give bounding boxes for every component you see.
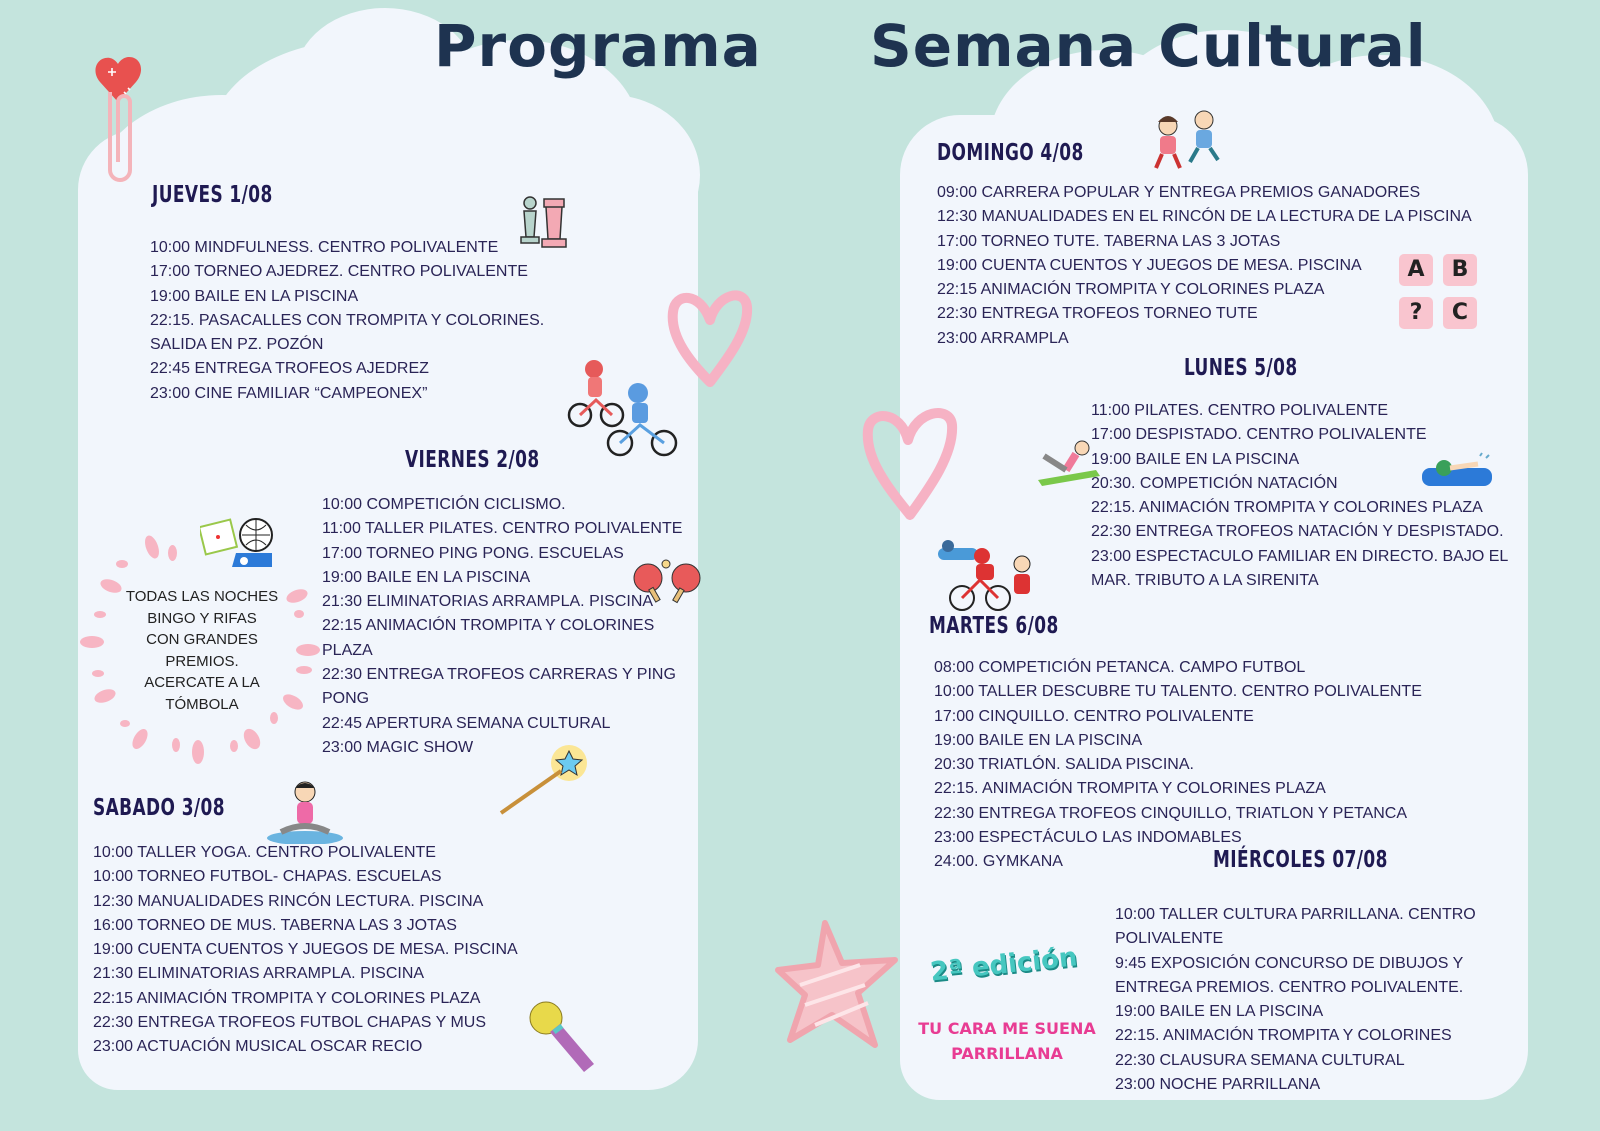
day-heading-martes: MARTES 6/08 <box>929 613 1059 639</box>
schedule-item: 21:30 ELIMINATORIAS ARRAMPLA. PISCINA <box>322 593 654 611</box>
schedule-item: 22:30 ENTREGA TROFEOS FUTBOL CHAPAS Y MUS <box>93 1014 486 1032</box>
schedule-item: 10:00 COMPETICIÓN CICLISMO. <box>322 496 566 513</box>
running-kids-icon <box>1148 108 1230 174</box>
schedule-item: 23:00 ESPECTÁCULO LAS INDOMABLES <box>934 829 1242 847</box>
schedule-item: 12:30 MANUALIDADES EN EL RINCÓN DE LA LECTURA DE LA PISCINA <box>937 208 1472 226</box>
schedule-item: POLIVALENTE <box>1115 930 1224 948</box>
schedule-item: MAR. TRIBUTO A LA SIRENITA <box>1091 572 1319 590</box>
schedule-item: PONG <box>322 690 370 708</box>
schedule-item: 17:00 CINQUILLO. CENTRO POLIVALENTE <box>934 707 1254 725</box>
schedule-item: 11:00 PILATES. CENTRO POLIVALENTE <box>1091 402 1388 419</box>
schedule-item: 22:30 ENTREGA TROFEOS NATACIÓN Y DESPISTADO. <box>1091 523 1504 541</box>
day-heading-jueves: JUEVES 1/08 <box>152 182 273 208</box>
schedule-list-lunes <box>1091 399 1508 593</box>
schedule-item: 21:30 ELIMINATORIAS ARRAMPLA. PISCINA <box>93 965 425 983</box>
schedule-item: 22:45 ENTREGA TROFEOS AJEDREZ <box>150 360 429 378</box>
schedule-item: 19:00 CUENTA CUENTOS Y JUEGOS DE MESA. PISCINA <box>93 941 518 959</box>
schedule-list-martes <box>934 656 1422 875</box>
title-semana-cultural: Semana Cultural <box>870 12 1427 80</box>
schedule-list-viernes <box>322 493 682 760</box>
cyclists-icon <box>566 355 686 465</box>
bingo-notice <box>112 586 292 715</box>
schedule-item: 17:00 TORNEO PING PONG. ESCUELAS <box>322 544 624 562</box>
schedule-list-sabado <box>93 841 518 1060</box>
schedule-item: 23:00 MAGIC SHOW <box>322 738 474 756</box>
schedule-item: ENTREGA PREMIOS. CENTRO POLIVALENTE. <box>1115 978 1464 996</box>
bingo-line: ACERCATE A LA <box>144 674 260 691</box>
abc-tile: B <box>1443 254 1477 286</box>
schedule-item: 23:00 ACTUACIÓN MUSICAL OSCAR RECIO <box>93 1038 423 1056</box>
schedule-item: 09:00 CARRERA POPULAR Y ENTREGA PREMIOS GANADORES <box>937 184 1421 201</box>
schedule-item: 22:45 APERTURA SEMANA CULTURAL <box>322 714 611 732</box>
bingo-line: TODAS LAS NOCHES <box>125 588 279 605</box>
abc-tile: ? <box>1399 297 1433 329</box>
schedule-item: 17:00 TORNEO TUTE. TABERNA LAS 3 JOTAS <box>937 232 1281 250</box>
heart-paperclip-icon <box>90 52 146 186</box>
schedule-item: 10:00 TALLER YOGA. CENTRO POLIVALENTE <box>93 844 436 861</box>
schedule-item: 23:00 ESPECTACULO FAMILIAR EN DIRECTO. BAJO EL <box>1091 547 1509 565</box>
schedule-item: 19:00 CUENTA CUENTOS Y JUEGOS DE MESA. PISCINA <box>937 256 1362 274</box>
schedule-item: 22:15 ANIMACIÓN TROMPITA Y COLORINES PLAZA <box>93 989 481 1007</box>
day-heading-miercoles: MIÉRCOLES 07/08 <box>1213 847 1388 873</box>
schedule-item: 16:00 TORNEO DE MUS. TABERNA LAS 3 JOTAS <box>93 916 457 934</box>
bingo-line: BINGO Y RIFAS <box>147 609 257 627</box>
day-heading-sabado: SABADO 3/08 <box>93 795 225 821</box>
promo-line2: PARRILLANA <box>951 1044 1063 1063</box>
schedule-item: 22:30 CLAUSURA SEMANA CULTURAL <box>1115 1051 1405 1069</box>
schedule-item: 24:00. GYMKANA <box>934 853 1063 871</box>
schedule-item: 22:30 ENTREGA TROFEOS TORNEO TUTE <box>937 305 1258 323</box>
schedule-list-domingo <box>937 181 1472 351</box>
schedule-item: 22:30 ENTREGA TROFEOS CINQUILLO, TRIATLON Y PETANCA <box>934 804 1408 822</box>
magic-wand-icon <box>495 745 595 820</box>
day-heading-lunes: LUNES 5/08 <box>1184 355 1298 381</box>
microphone-icon <box>528 1000 598 1076</box>
promo-line1: TU CARA ME SUENA <box>918 1019 1096 1038</box>
schedule-item: 10:00 TALLER CULTURA PARRILLANA. CENTRO <box>1115 906 1476 923</box>
schedule-item: 20:30 TRIATLÓN. SALIDA PISCINA. <box>934 756 1194 774</box>
schedule-item: 22:15. PASACALLES CON TROMPITA Y COLORINES. <box>150 311 545 329</box>
schedule-list-miercoles <box>1115 903 1476 1097</box>
abc-tile: C <box>1443 297 1477 329</box>
day-heading-domingo: DOMINGO 4/08 <box>937 140 1084 166</box>
schedule-item: 08:00 COMPETICIÓN PETANCA. CAMPO FUTBOL <box>934 659 1306 676</box>
bingo-line: TÓMBOLA <box>165 695 239 713</box>
schedule-item: 22:30 ENTREGA TROFEOS CARRERAS Y PING <box>322 666 676 684</box>
heart-outline-icon <box>860 400 960 520</box>
schedule-list-jueves <box>150 236 544 406</box>
schedule-item: 19:00 BAILE EN LA PISCINA <box>322 568 531 586</box>
schedule-item: 19:00 BAILE EN LA PISCINA <box>1091 450 1300 468</box>
schedule-item: 22:15. ANIMACIÓN TROMPITA Y COLORINES <box>1115 1027 1452 1045</box>
schedule-item: 22:15. ANIMACIÓN TROMPITA Y COLORINES PLAZA <box>934 780 1326 798</box>
schedule-item: 19:00 BAILE EN LA PISCINA <box>934 731 1143 749</box>
schedule-item: 10:00 TALLER DESCUBRE TU TALENTO. CENTRO POLIVALENTE <box>934 683 1422 701</box>
abc-tile: A <box>1399 254 1433 286</box>
bingo-icon <box>200 517 280 577</box>
promo-title <box>912 1016 1102 1066</box>
star-icon <box>770 915 905 1055</box>
day-heading-viernes: VIERNES 2/08 <box>405 447 540 473</box>
yoga-icon <box>265 780 345 844</box>
schedule-item: 19:00 BAILE EN LA PISCINA <box>1115 1003 1324 1021</box>
schedule-item: 10:00 MINDFULNESS. CENTRO POLIVALENTE <box>150 239 499 256</box>
schedule-item: 17:00 DESPISTADO. CENTRO POLIVALENTE <box>1091 426 1427 444</box>
schedule-item: 20:30. COMPETICIÓN NATACIÓN <box>1091 474 1338 492</box>
schedule-item: 11:00 TALLER PILATES. CENTRO POLIVALENTE <box>322 520 683 538</box>
ping-pong-icon <box>632 558 702 606</box>
schedule-item: 22:15 ANIMACIÓN TROMPITA Y COLORINES <box>322 617 655 635</box>
schedule-item: SALIDA EN PZ. POZÓN <box>150 336 324 354</box>
schedule-item: 9:45 EXPOSICIÓN CONCURSO DE DIBUJOS Y <box>1115 954 1464 972</box>
schedule-item: 12:30 MANUALIDADES RINCÓN LECTURA. PISCINA <box>93 892 484 910</box>
title-programa: Programa <box>434 12 762 80</box>
promo-edition: 2ª edición <box>928 942 1079 988</box>
schedule-item: 22:15. ANIMACIÓN TROMPITA Y COLORINES PLAZA <box>1091 499 1483 517</box>
schedule-item: PLAZA <box>322 641 373 659</box>
schedule-item: 23:00 ARRAMPLA <box>937 329 1069 347</box>
schedule-item: 19:00 BAILE EN LA PISCINA <box>150 287 359 305</box>
triathlon-icon <box>938 534 1038 614</box>
bingo-line: PREMIOS. <box>165 652 239 670</box>
schedule-item: 22:15 ANIMACIÓN TROMPITA Y COLORINES PLAZA <box>937 281 1325 299</box>
schedule-item: 10:00 TORNEO FUTBOL- CHAPAS. ESCUELAS <box>93 868 442 886</box>
schedule-item: 23:00 CINE FAMILIAR “CAMPEONEX” <box>150 384 428 402</box>
schedule-item: 23:00 NOCHE PARRILLANA <box>1115 1076 1321 1094</box>
bingo-line: CON GRANDES <box>146 631 258 648</box>
schedule-item: 17:00 TORNEO AJEDREZ. CENTRO POLIVALENTE <box>150 263 528 281</box>
